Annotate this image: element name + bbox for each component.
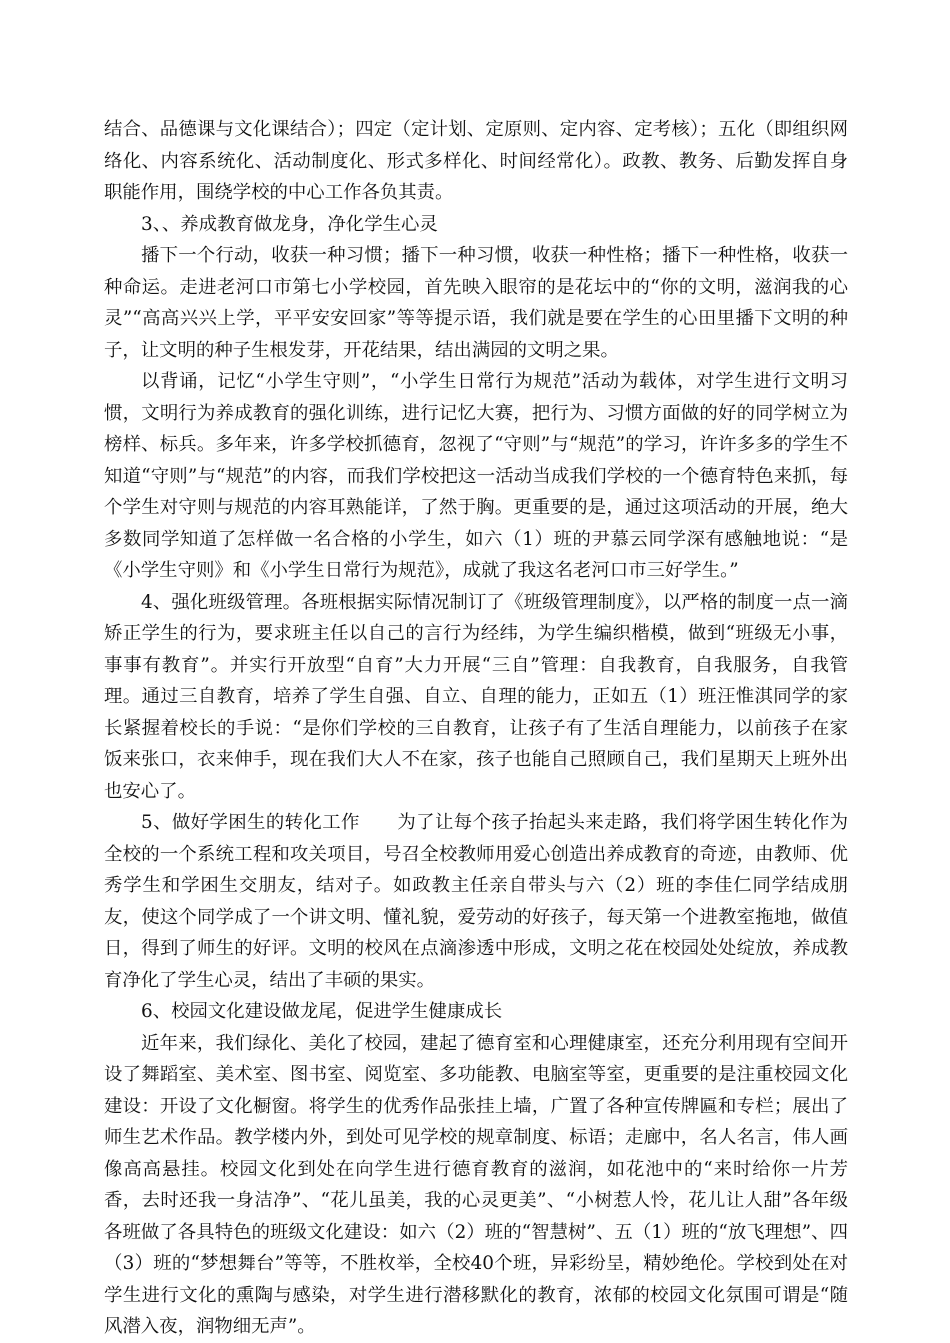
paragraph-campus-culture: 近年来，我们绿化、美化了校园，建起了德育室和心理健康室，还充分利用现有空间开设了舞蹈室、美术室、图书室、阅览室、多功能教、电脑室等室，更重要的是注重校园文化建设：开设了文化橱窗。将学生的优秀作品张挂上墙，广置了各种宣传牌匾和专栏；展出了师生艺术作品。教学楼内外，到处可见学校的规章制度、标语；走廊中，名人名言，伟人画像高高悬挂。校园文化到处在向学生进行德育教育的滋润，如花池中的“来时给你一片芳香，去时还我一身洁净”、“花儿虽美，我的心灵更美”、“小树惹人怜，花儿让人甜”各年级各班做了各具特色的班级文化建设：如六（2）班的“智慧树”、五（1）班的“放飞理想”、四（3）班的“梦想舞台”等等，不胜枚举，全校40个班，异彩纷呈，精妙绝伦。学校到处在对学生进行文化的熏陶与感染，对学生进行潜移默化的教育，浓郁的校园文化氛围可谓是“随风潜入夜，润物细无声”。	[104, 1032, 848, 1337]
section-heading-3: 3、、养成教育做龙身，净化学生心灵	[141, 213, 438, 235]
paragraph-recitation: 以背诵，记忆“小学生守则”，“小学生日常行为规范”活动为载体，对学生进行文明习惯，文明行为养成教育的强化训练，进行记忆大赛，把行为、习惯方面做的好的同学树立为榜样、标兵。多年来，许多学校抓德育，忽视了“守则”与“规范”的学习，许许多多的学生不知道“守则”与“规范”的内容，而我们学校把这一活动当成我们学校的一个德育特色来抓，每个学生对守则与规范的内容耳熟能详，了然于胸。更重要的是，通过这项活动的开展，绝大多数同学知道了怎样做一名合格的小学生，如六（1）班的尹慕云同学深有感触地说：“是《小学生守则》和《小学生日常行为规范》，成就了我这名老河口市三好学生。”	[104, 371, 848, 581]
section-heading-6: 6、校园文化建设做龙尾，促进学生健康成长	[141, 1001, 503, 1022]
paragraph-continuation: 结合、品德课与文化课结合）；四定（定计划、定原则、定内容、定考核）；五化（即组织网络化、内容系统化、活动制度化、形式多样化、时间经常化）。政教、教务、后勤发挥自身职能作用，围绕学校的中心工作各负其责。	[104, 119, 848, 203]
document-body	[104, 114, 848, 1343]
paragraph-struggling-students: 5、做好学困生的转化工作 为了让每个孩子抬起头来走路，我们将学困生转化作为全校的一个系统工程和攻关项目，号召全校教师用爱心创造出养成教育的奇迹，由教师、优秀学生和学困生交朋友，结对子。如政教主任亲自带头与六（2）班的李佳仁同学结成朋友，使这个同学成了一个讲文明、懂礼貌，爱劳动的好孩子，每天第一个进教室拖地，做值日，得到了师生的好评。文明的校风在点滴渗透中形成，文明之花在校园处处绽放，养成教育净化了学生心灵，结出了丰硕的果实。	[104, 812, 848, 991]
paragraph-habits: 播下一个行动，收获一种习惯；播下一种习惯，收获一种性格；播下一种性格，收获一种命运。走进老河口市第七小学校园，首先映入眼帘的是花坛中的“你的文明，滋润我的心灵”“高高兴兴上学，平平安安回家”等等提示语，我们就是要在学生的心田里播下文明的种子，让文明的种子生根发芽，开花结果，结出满园的文明之果。	[104, 245, 848, 361]
paragraph-class-management: 4、强化班级管理。各班根据实际情况制订了《班级管理制度》，以严格的制度一点一滴矫正学生的行为，要求班主任以自己的言行为经纬，为学生编织楷模，做到“班级无小事，事事有教育”。并实行开放型“自育”大力开展“三自”管理：自我教育，自我服务，自我管理。通过三自教育，培养了学生自强、自立、自理的能力，正如五（1）班汪惟淇同学的家长紧握着校长的手说：“是你们学校的三自教育，让孩子有了生活自理能力，以前孩子在家饭来张口，衣来伸手，现在我们大人不在家，孩子也能自己照顾自己，我们星期天上班外出也安心了。	[104, 591, 848, 802]
